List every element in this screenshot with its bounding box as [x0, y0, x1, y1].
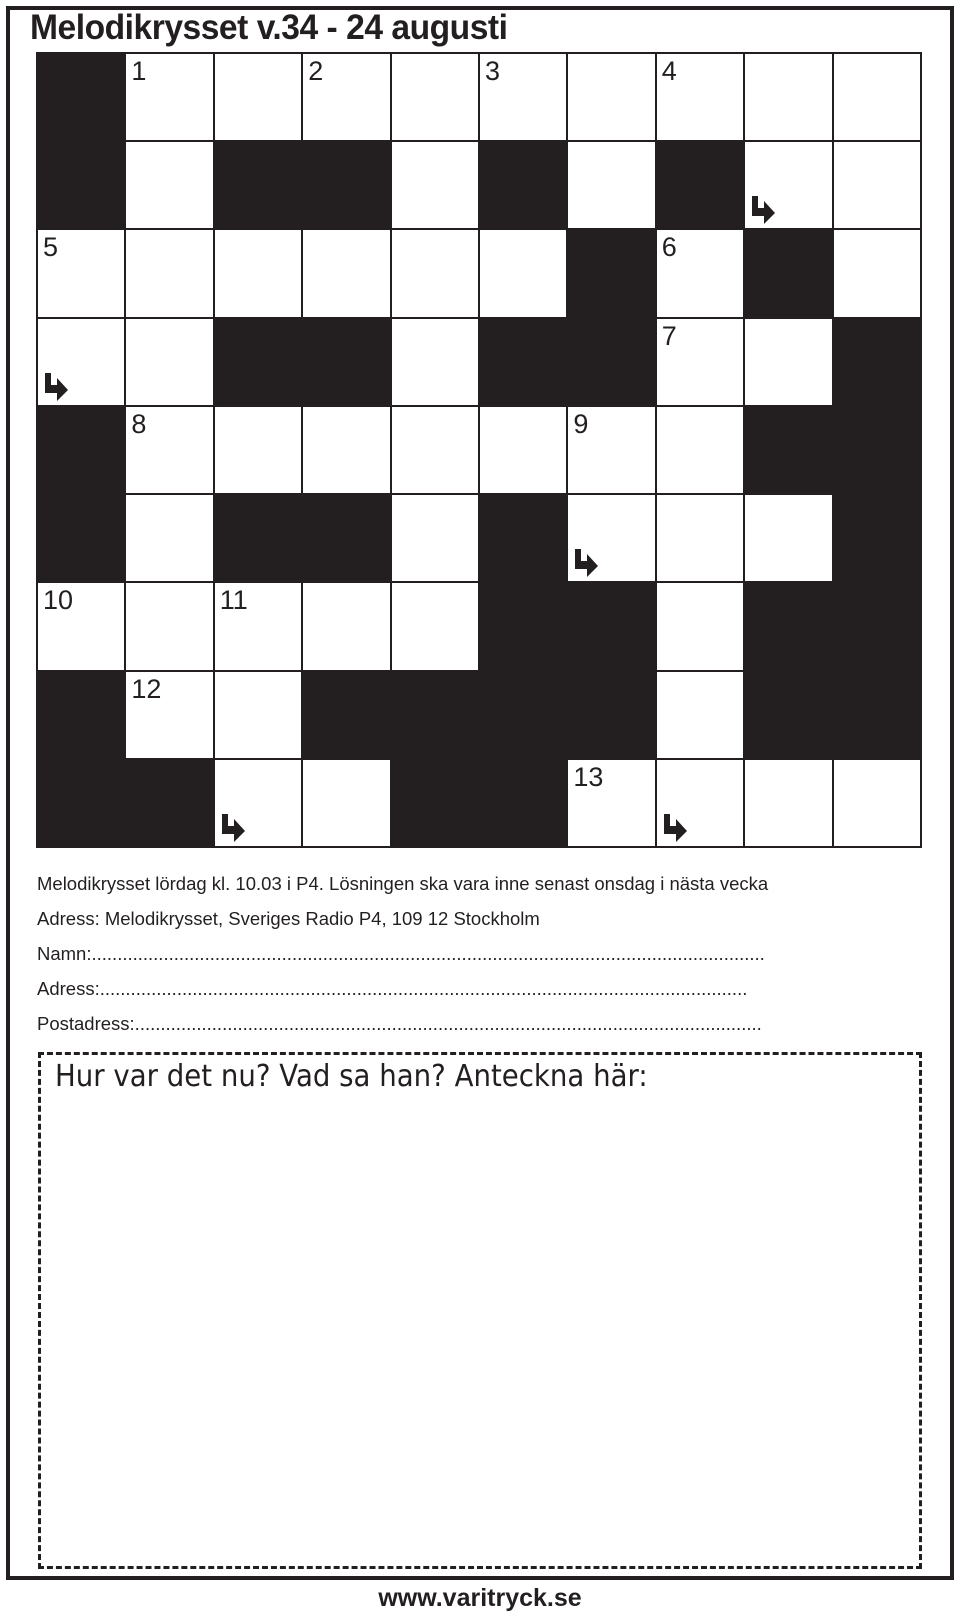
grid-block-cell [745, 583, 831, 669]
grid-cell[interactable] [392, 319, 478, 405]
grid-cell[interactable] [657, 495, 743, 581]
notes-area[interactable] [38, 1052, 922, 1569]
grid-cell[interactable] [126, 495, 212, 581]
grid-cell[interactable] [657, 319, 743, 405]
grid-cell[interactable] [126, 407, 212, 493]
grid-cell[interactable] [392, 495, 478, 581]
grid-block-cell [834, 319, 920, 405]
grid-block-cell [834, 407, 920, 493]
grid-cell[interactable] [657, 583, 743, 669]
grid-block-cell [392, 760, 478, 846]
grid-block-cell [745, 407, 831, 493]
clue-number: 4 [661, 56, 677, 86]
grid-block-cell [38, 407, 124, 493]
grid-block-cell [745, 230, 831, 316]
grid-block-cell [215, 495, 301, 581]
grid-cell[interactable] [126, 319, 212, 405]
grid-cell[interactable] [834, 760, 920, 846]
grid-block-cell [568, 672, 654, 758]
grid-cell[interactable] [215, 583, 301, 669]
clue-number: 6 [661, 232, 677, 263]
grid-block-cell [392, 672, 478, 758]
broadcast-info: Melodikrysset lördag kl. 10.03 i P4. Lösningen ska vara inne senast onsdag i nästa vecka [37, 873, 769, 894]
grid-cell[interactable] [834, 142, 920, 228]
grid-cell[interactable] [126, 583, 212, 669]
grid-cell[interactable] [126, 672, 212, 758]
grid-cell[interactable] [215, 230, 301, 316]
grid-cell[interactable] [745, 54, 831, 140]
grid-cell[interactable] [215, 760, 301, 846]
grid-block-cell [215, 319, 301, 405]
grid-cell[interactable] [38, 583, 124, 669]
clue-number: 2 [308, 56, 324, 86]
turn-right-arrow-icon [661, 812, 689, 842]
mailing-address: Adress: Melodikrysset, Sveriges Radio P4, 109 12 Stockholm [37, 908, 540, 929]
grid-cell[interactable] [392, 407, 478, 493]
grid-block-cell [303, 495, 389, 581]
grid-cell[interactable] [745, 760, 831, 846]
notes-label: Hur var det nu? Vad sa han? Anteckna här: [55, 1059, 648, 1094]
grid-block-cell [215, 142, 301, 228]
grid-cell[interactable] [568, 407, 654, 493]
turn-right-arrow-icon [572, 547, 600, 577]
grid-block-cell [303, 142, 389, 228]
grid-cell[interactable] [38, 319, 124, 405]
clue-number: 3 [485, 56, 501, 86]
grid-cell[interactable] [480, 407, 566, 493]
grid-cell[interactable] [745, 495, 831, 581]
grid-block-cell [38, 142, 124, 228]
clue-number: 13 [573, 761, 604, 792]
grid-block-cell [480, 672, 566, 758]
postal-address-field[interactable]: Postadress:.......................................................................................................................... [37, 1013, 762, 1034]
grid-cell[interactable] [657, 407, 743, 493]
grid-cell[interactable] [657, 672, 743, 758]
grid-cell[interactable] [215, 407, 301, 493]
clue-number: 8 [131, 408, 147, 439]
grid-block-cell [657, 142, 743, 228]
grid-block-cell [303, 319, 389, 405]
crossword-grid [36, 52, 922, 848]
grid-cell[interactable] [38, 230, 124, 316]
grid-cell[interactable] [480, 230, 566, 316]
grid-cell[interactable] [568, 142, 654, 228]
grid-block-cell [38, 54, 124, 140]
grid-block-cell [126, 760, 212, 846]
grid-cell[interactable] [834, 54, 920, 140]
clue-number: 1 [131, 56, 147, 86]
grid-block-cell [480, 495, 566, 581]
grid-cell[interactable] [303, 760, 389, 846]
grid-cell[interactable] [568, 760, 654, 846]
turn-right-arrow-icon [749, 194, 777, 224]
grid-cell[interactable] [745, 142, 831, 228]
grid-block-cell [303, 672, 389, 758]
grid-block-cell [38, 672, 124, 758]
grid-block-cell [834, 495, 920, 581]
grid-block-cell [568, 319, 654, 405]
grid-block-cell [834, 583, 920, 669]
turn-right-arrow-icon [219, 812, 247, 842]
clue-number: 7 [661, 320, 677, 351]
grid-cell[interactable] [568, 54, 654, 140]
grid-cell[interactable] [392, 142, 478, 228]
grid-cell[interactable] [392, 230, 478, 316]
page-title: Melodikrysset v.34 - 24 augusti [30, 8, 508, 47]
grid-cell[interactable] [126, 230, 212, 316]
grid-cell[interactable] [657, 54, 743, 140]
turn-right-arrow-icon [42, 371, 70, 401]
grid-block-cell [38, 760, 124, 846]
grid-block-cell [745, 672, 831, 758]
grid-cell[interactable] [303, 407, 389, 493]
grid-cell[interactable] [480, 54, 566, 140]
grid-block-cell [480, 142, 566, 228]
clue-number: 5 [43, 232, 59, 263]
grid-block-cell [834, 672, 920, 758]
grid-cell[interactable] [126, 142, 212, 228]
grid-cell[interactable] [303, 230, 389, 316]
name-field[interactable]: Namn:................................................................................................................................... [37, 943, 765, 964]
grid-cell[interactable] [745, 319, 831, 405]
footer-website: www.varitryck.se [378, 1584, 582, 1612]
clue-number: 10 [43, 585, 74, 616]
grid-cell[interactable] [303, 54, 389, 140]
grid-cell[interactable] [834, 230, 920, 316]
grid-block-cell [568, 583, 654, 669]
clue-number: 9 [573, 408, 589, 439]
grid-cell[interactable] [392, 583, 478, 669]
grid-block-cell [480, 319, 566, 405]
grid-cell[interactable] [126, 54, 212, 140]
grid-cell[interactable] [392, 54, 478, 140]
grid-cell[interactable] [657, 760, 743, 846]
clue-number: 12 [131, 673, 162, 704]
grid-block-cell [480, 760, 566, 846]
grid-block-cell [38, 495, 124, 581]
grid-block-cell [480, 583, 566, 669]
grid-cell[interactable] [215, 54, 301, 140]
address-field[interactable]: Adress:.............................................................................................................................. [37, 978, 748, 999]
grid-cell[interactable] [657, 230, 743, 316]
grid-cell[interactable] [568, 495, 654, 581]
grid-block-cell [568, 230, 654, 316]
grid-cell[interactable] [303, 583, 389, 669]
grid-cell[interactable] [215, 672, 301, 758]
clue-number: 11 [219, 585, 248, 616]
